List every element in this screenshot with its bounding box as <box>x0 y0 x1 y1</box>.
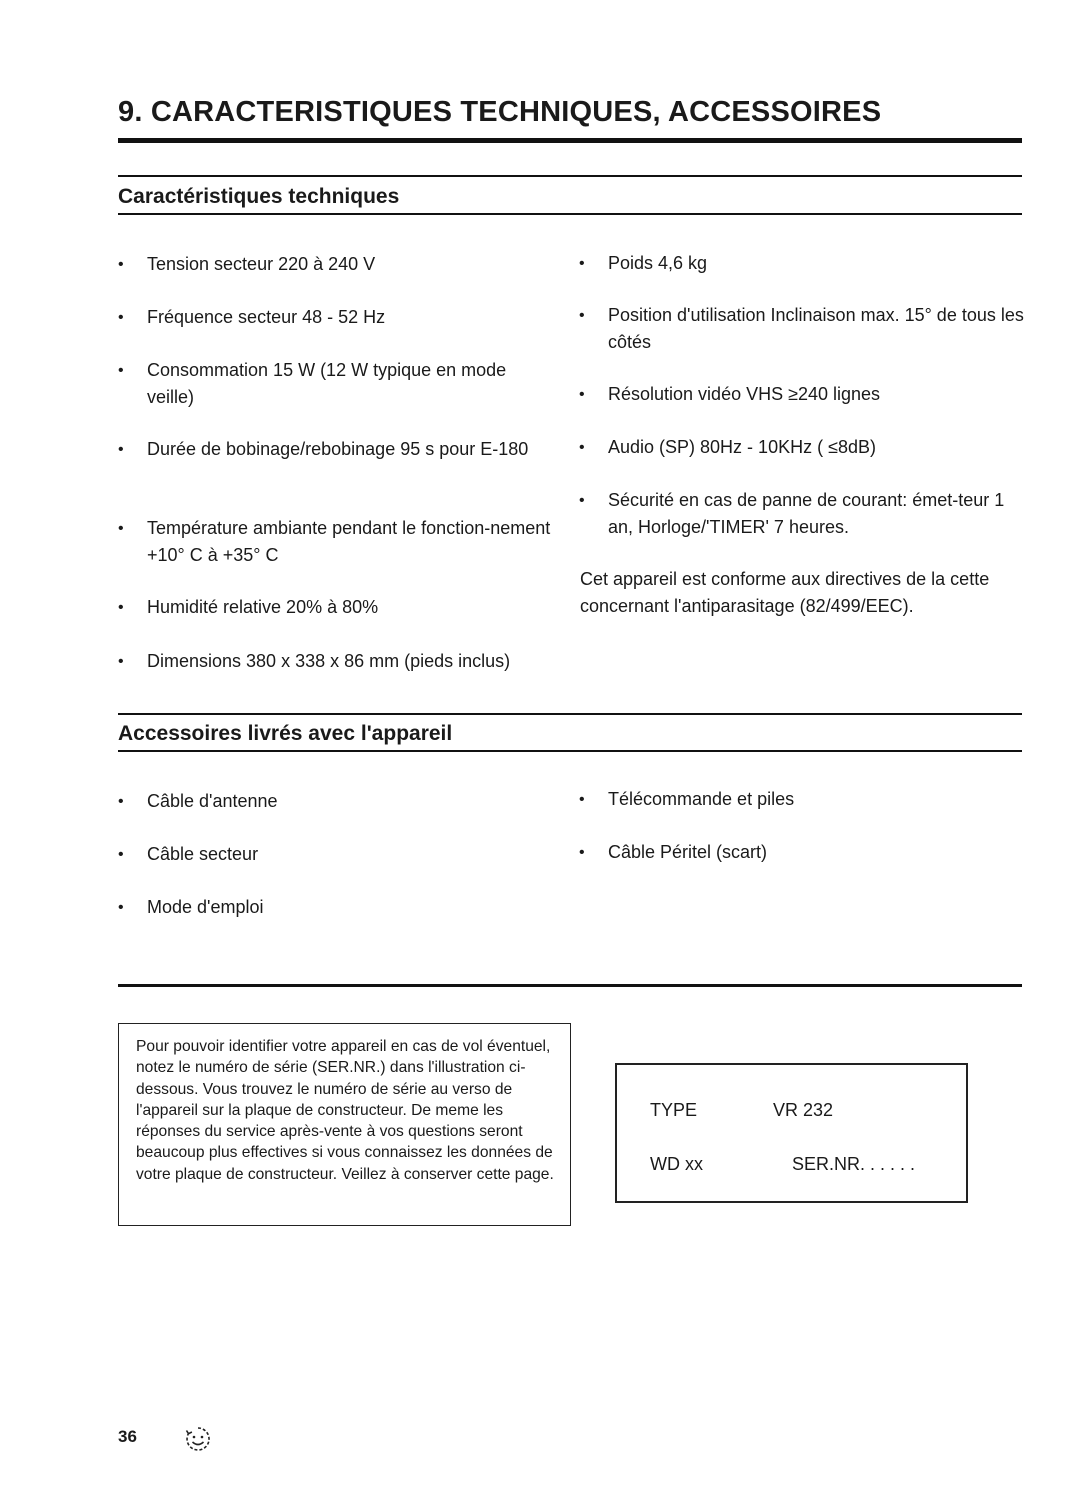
serial-number-notice-text: Pour pouvoir identifier votre appareil en cas de vol éventuel, notez le numéro de série (SER.NR.) dans l'illustration ci-dessous. Vous trouvez le numéro de série au verso de l'appareil sur la plaque de constructeur. De meme les réponses du service après-vente à vos questions seront beaucoup plus effectives si vous connaissez les données de votre plaque de constructeur. Veillez à conserver cette page. <box>136 1038 554 1183</box>
list-item: • Câble Péritel (scart) <box>579 842 768 862</box>
serial-number-notice <box>118 1023 571 1226</box>
list-item: • Dimensions 380 x 338 x 86 mm (pieds inclus) <box>118 651 511 671</box>
type-plate <box>615 1063 968 1203</box>
recycle-icon <box>182 1423 214 1455</box>
divider <box>118 984 1022 987</box>
list-item: • Position d'utilisation Inclinaison max. 15° de tous les côtés <box>579 305 1024 352</box>
list-item: • Résolution vidéo VHS ≥240 lignes <box>579 384 881 404</box>
list-item: • Température ambiante pendant le fonction-nement +10° C à +35° C <box>118 518 551 565</box>
list-item: • Câble d'antenne <box>118 791 278 811</box>
title-rule <box>118 138 1022 143</box>
section-title-specs: Caractéristiques techniques <box>118 185 400 208</box>
list-item: • Durée de bobinage/rebobinage 95 s pour E-180 <box>118 439 529 459</box>
compliance-note: Cet appareil est conforme aux directives de la cette concernant l'antiparasitage (82/499/EEC). <box>580 569 990 616</box>
section-rule-top <box>118 175 1022 177</box>
list-item: • Sécurité en cas de panne de courant: émet-teur 1 an, Horloge/'TIMER' 7 heures. <box>579 490 1005 537</box>
serial-number-label: SER.NR. . . . . . <box>792 1154 916 1174</box>
list-item: • Câble secteur <box>118 844 259 864</box>
section-rule-bottom <box>118 750 1022 752</box>
list-item: • Consommation 15 W (12 W typique en mode veille) <box>118 360 507 407</box>
section-rule-top <box>118 713 1022 715</box>
list-item: • Poids 4,6 kg <box>579 253 708 273</box>
list-item: • Tension secteur 220 à 240 V <box>118 254 376 274</box>
section-rule-bottom <box>118 213 1022 215</box>
section-title-accessories: Accessoires livrés avec l'appareil <box>118 722 453 745</box>
page-number: 36 <box>118 1427 137 1446</box>
list-item: • Mode d'emploi <box>118 897 264 917</box>
page-title: 9. CARACTERISTIQUES TECHNIQUES, ACCESSOIRES <box>118 96 882 128</box>
type-label: TYPE <box>650 1100 698 1120</box>
list-item: • Fréquence secteur 48 - 52 Hz <box>118 307 386 327</box>
type-value: VR 232 <box>773 1100 834 1120</box>
list-item: • Humidité relative 20% à 80% <box>118 597 379 617</box>
wd-label: WD xx <box>650 1154 703 1174</box>
list-item: • Télécommande et piles <box>579 789 795 809</box>
list-item: • Audio (SP) 80Hz - 10KHz ( ≤8dB) <box>579 437 876 457</box>
